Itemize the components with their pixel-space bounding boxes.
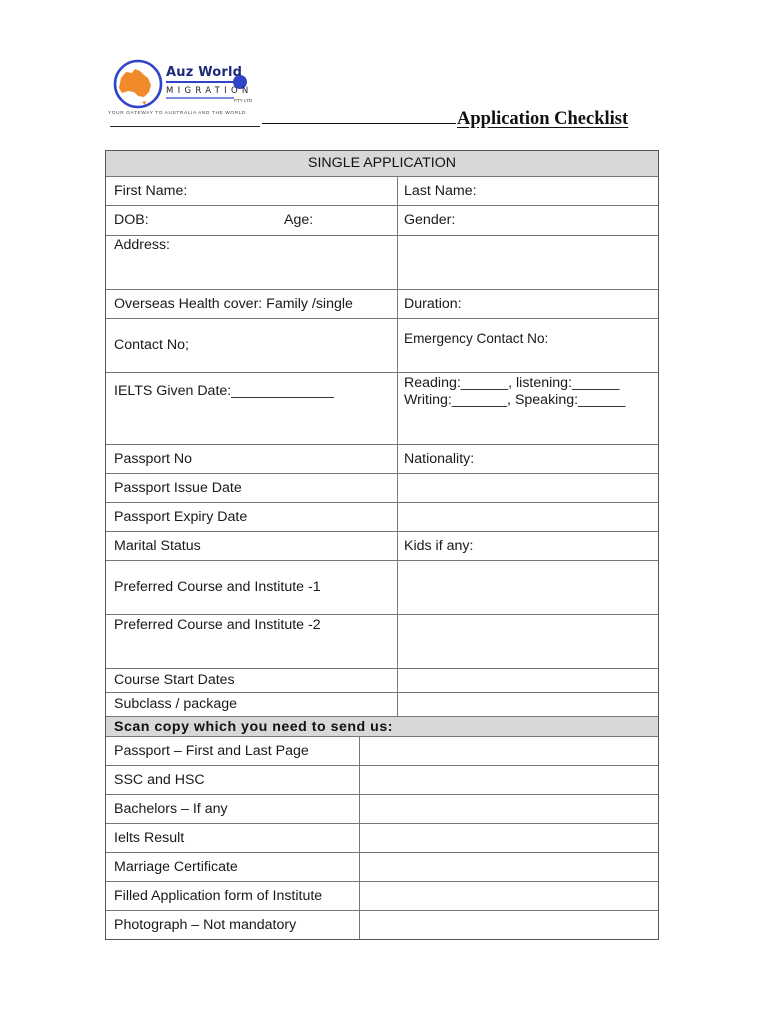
list-item: Filled Application form of Institute	[114, 888, 323, 904]
last-name-label: Last Name:	[404, 183, 477, 199]
table-row	[106, 852, 658, 881]
logo-brand: Auz World	[166, 65, 243, 80]
duration-label: Duration:	[404, 296, 462, 312]
marital-status-label: Marital Status	[114, 538, 201, 554]
table-row	[106, 444, 658, 473]
table-row	[106, 881, 658, 910]
table-row	[106, 765, 658, 794]
logo-subtitle: MIGRATION	[166, 86, 253, 96]
scan-copy-header	[106, 716, 658, 736]
list-item: SSC and HSC	[114, 772, 205, 788]
contact-no-label: Contact No;	[114, 337, 189, 353]
page-title	[262, 107, 628, 130]
table-row	[106, 910, 658, 939]
table-row	[106, 473, 658, 502]
title-text: Application Checklist	[457, 109, 629, 129]
table-row	[106, 176, 658, 205]
table-row	[106, 560, 658, 614]
table-row	[106, 794, 658, 823]
table-row	[106, 692, 658, 716]
preferred-course-2-label: Preferred Course and Institute -2	[114, 617, 321, 633]
title-rule	[110, 126, 260, 127]
dob-label: DOB:	[114, 212, 149, 228]
table-row	[106, 502, 658, 531]
table-row	[106, 736, 658, 765]
kids-label: Kids if any:	[404, 538, 474, 554]
list-item: Passport – First and Last Page	[114, 743, 309, 759]
checklist-table	[105, 150, 659, 940]
single-application-header	[106, 151, 658, 176]
ielts-date-label: IELTS Given Date:_____________	[114, 383, 334, 399]
scan-copy-title: Scan copy which you need to send us:	[114, 719, 393, 735]
list-item: Marriage Certificate	[114, 859, 238, 875]
health-cover-label: Overseas Health cover: Family /single	[114, 296, 353, 312]
ielts-scores-line-1: Reading:______, listening:______	[404, 375, 620, 391]
passport-issue-label: Passport Issue Date	[114, 480, 242, 496]
table-row	[106, 823, 658, 852]
table-row	[106, 668, 658, 692]
nationality-label: Nationality:	[404, 451, 475, 467]
list-item: Ielts Result	[114, 830, 185, 846]
course-start-label: Course Start Dates	[114, 672, 235, 688]
title-blank	[262, 107, 456, 124]
logo-ptyltd: PTY LTD	[234, 98, 253, 103]
table-row	[106, 205, 658, 289]
section-header: SINGLE APPLICATION	[308, 155, 456, 171]
list-item: Bachelors – If any	[114, 801, 228, 817]
table-row	[106, 289, 658, 318]
table-row	[106, 531, 658, 560]
gender-label: Gender:	[404, 212, 456, 228]
age-label: Age:	[284, 212, 314, 228]
subclass-label: Subclass / package	[114, 696, 238, 712]
company-logo	[104, 56, 264, 128]
table-row	[106, 372, 658, 444]
list-item: Photograph – Not mandatory	[114, 917, 297, 933]
table-row	[106, 614, 658, 668]
emergency-contact-label: Emergency Contact No:	[404, 331, 549, 346]
logo-tagline: YOUR GATEWAY TO AUSTRALIA AND THE WORLD	[108, 111, 247, 116]
first-name-label: First Name:	[114, 183, 188, 199]
address-label: Address:	[114, 237, 170, 253]
preferred-course-1-label: Preferred Course and Institute -1	[114, 579, 321, 595]
passport-expiry-label: Passport Expiry Date	[114, 509, 248, 525]
passport-no-label: Passport No	[114, 451, 193, 467]
ielts-scores-line-2: Writing:_______, Speaking:______	[404, 392, 626, 408]
table-row	[106, 318, 658, 372]
